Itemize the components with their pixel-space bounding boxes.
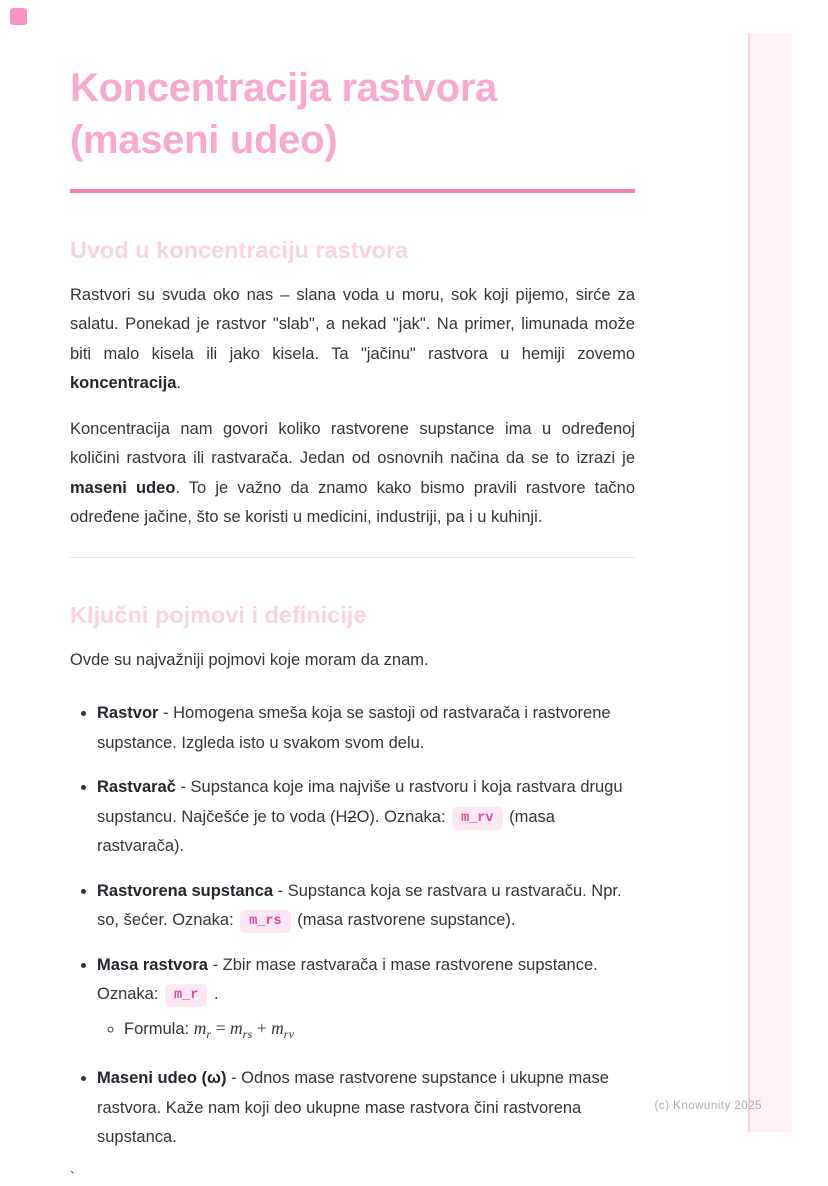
bullet-list bbox=[70, 699, 635, 1153]
list-item bbox=[97, 773, 635, 862]
section-key-terms bbox=[70, 600, 635, 1153]
list-item bbox=[97, 877, 635, 936]
text-segment: Masa rastvora bbox=[97, 955, 208, 974]
text-segment: Rastvorena supstanca bbox=[97, 881, 274, 900]
text-segment: - Homogena smeša koja se sastoji od rastvarača i rastvorene supstance. Izgleda isto u svakom svom delu. bbox=[97, 704, 611, 752]
text-segment: koncentracija bbox=[70, 374, 177, 393]
stray-backtick: ` bbox=[70, 1168, 75, 1186]
text-segment: m bbox=[193, 1017, 207, 1038]
inline-code-badge: m_rs bbox=[240, 910, 290, 933]
text-segment: = bbox=[211, 1017, 230, 1038]
text-segment: rv bbox=[283, 1026, 295, 1041]
text-segment: Maseni udeo (ω) bbox=[97, 1069, 227, 1088]
text-segment: Ovde su najvažniji pojmovi koje moram da znam. bbox=[70, 650, 429, 669]
text-segment: O). Oznaka: bbox=[356, 807, 451, 826]
section-body bbox=[70, 646, 635, 1153]
text-segment: Formula: bbox=[124, 1019, 194, 1038]
text-segment: Koncentracija nam govori koliko rastvorene supstance ima u određenoj količini rastvora ili rastvarača. Jedan od osnovnih načina da se to izrazi je bbox=[70, 419, 635, 468]
text-segment: rs bbox=[242, 1026, 253, 1041]
inline-code-badge: m_rv bbox=[452, 807, 502, 830]
text-segment: Rastvori su svuda oko nas – slana voda u moru, sok koji pijemo, sirće za salatu. Ponekad je rastvor "slab", a nekad "jak". Na primer, limunada može biti malo kisela ili jako kisela. Ta "jačinu" rastvora u hemiji zovemo bbox=[70, 285, 635, 363]
side-decor-strip bbox=[748, 33, 792, 1132]
text-segment: 2 bbox=[347, 807, 357, 826]
paragraph bbox=[70, 281, 635, 399]
paragraph bbox=[70, 646, 635, 676]
text-segment: maseni udeo bbox=[70, 478, 176, 497]
text-segment: - Zbir mase rastvarača i mase rastvorene supstance. Oznaka: bbox=[97, 955, 598, 1004]
text-segment: - Supstanca koje ima najviše u rastvoru i koja rastvara drugu supstancu. Najčešće je to voda (H bbox=[97, 778, 623, 826]
paragraph bbox=[70, 415, 635, 533]
inline-code-badge: m_r bbox=[165, 984, 207, 1007]
text-segment: . To je važno da znamo kako bismo pravili rastvore tačno određene jačine, što se koristi u medicini, industriji, pa i u kuhinji. bbox=[70, 478, 635, 527]
text-segment: Rastvor bbox=[97, 704, 159, 723]
section-intro bbox=[70, 235, 635, 533]
text-segment: . bbox=[176, 374, 181, 393]
section-heading-intro: Uvod u koncentraciju rastvora bbox=[70, 236, 409, 263]
list-item bbox=[97, 699, 635, 758]
list-item bbox=[97, 1064, 635, 1153]
page-footer: (c) Knowunity 2025 bbox=[654, 1100, 762, 1112]
text-segment: Rastvarač bbox=[97, 778, 176, 797]
text-segment: + bbox=[252, 1017, 272, 1038]
document-content bbox=[70, 0, 635, 1186]
title-rule bbox=[70, 189, 635, 193]
section-divider bbox=[70, 557, 635, 558]
list-item bbox=[124, 1014, 635, 1050]
text-segment: (masa rastvarača). bbox=[97, 807, 555, 856]
bullet-list-sub bbox=[97, 1014, 635, 1050]
section-body bbox=[70, 281, 635, 533]
text-segment: - Supstanca koja se rastvara u rastvaraču. Npr. so, šećer. Oznaka: bbox=[97, 881, 622, 930]
section-heading-key-terms: Ključni pojmovi i definicije bbox=[70, 601, 367, 628]
text-segment: m bbox=[229, 1017, 243, 1038]
text-segment: - Odnos mase rastvorene supstance i ukupne mase rastvora. Kaže nam koji deo ukupne mase rastvora čini rastvorena supstanca. bbox=[97, 1069, 609, 1147]
page-title: Koncentracija rastvora (maseni udeo) bbox=[70, 66, 497, 163]
text-segment: m bbox=[271, 1017, 284, 1038]
list-item bbox=[97, 951, 635, 1050]
text-segment: r bbox=[206, 1026, 212, 1041]
text-segment: (masa rastvorene supstance). bbox=[292, 911, 516, 930]
text-segment: . bbox=[209, 985, 219, 1004]
page-corner-accent bbox=[10, 8, 27, 25]
